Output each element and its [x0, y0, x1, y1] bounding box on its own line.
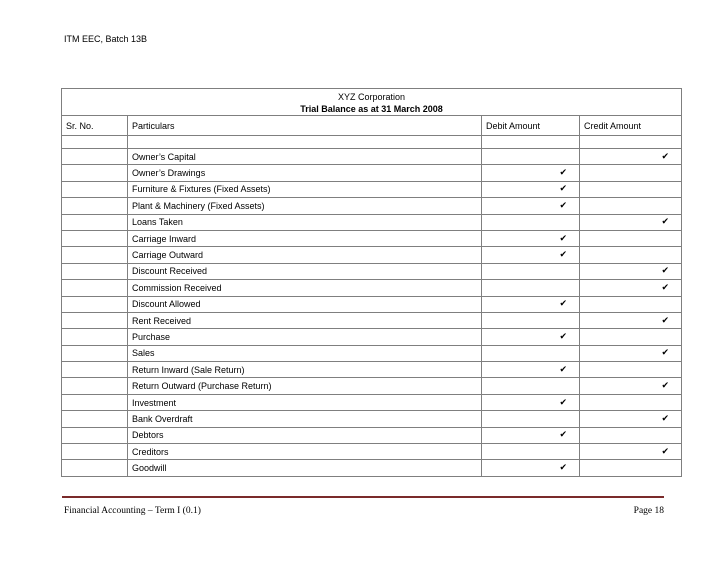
credit-cell — [580, 214, 682, 230]
sr-no-cell — [62, 345, 128, 361]
debit-cell — [482, 214, 580, 230]
table-row — [62, 460, 682, 476]
check-mark-icon: ✔ — [559, 233, 567, 244]
check-mark-icon: ✔ — [559, 430, 567, 441]
particulars-cell: Sales — [128, 345, 482, 361]
check-mark-icon: ✔ — [559, 200, 567, 211]
check-mark-icon: ✔ — [661, 151, 670, 162]
company-name: XYZ Corporation — [338, 91, 406, 102]
table-row — [62, 149, 682, 165]
credit-cell — [580, 362, 682, 378]
sr-no-cell — [62, 296, 128, 312]
debit-cell — [482, 280, 580, 296]
check-mark-icon: ✔ — [661, 348, 670, 359]
sr-no-cell — [62, 427, 128, 443]
table-row — [62, 411, 682, 427]
sr-no-cell — [62, 329, 128, 345]
col-debit: Debit Amount — [482, 116, 580, 136]
debit-cell — [482, 230, 580, 246]
credit-cell — [580, 181, 682, 197]
table-row — [62, 296, 682, 312]
check-mark-icon: ✔ — [661, 381, 670, 392]
blank-row — [62, 136, 682, 149]
sr-no-cell — [62, 165, 128, 181]
check-mark-icon: ✔ — [559, 331, 567, 342]
debit-cell — [482, 312, 580, 328]
col-particulars: Particulars — [128, 116, 482, 136]
particulars-cell: Carriage Inward — [128, 230, 482, 246]
sr-no-cell — [62, 181, 128, 197]
particulars-cell: Owner’s Capital — [128, 149, 482, 165]
particulars-cell: Goodwill — [128, 460, 482, 476]
table-row — [62, 312, 682, 328]
sr-no-cell — [62, 214, 128, 230]
sr-no-cell — [62, 362, 128, 378]
title-row — [62, 89, 682, 116]
check-mark-icon: ✔ — [559, 168, 567, 179]
credit-cell — [580, 378, 682, 394]
credit-cell — [580, 165, 682, 181]
debit-cell — [482, 394, 580, 410]
credit-cell — [580, 198, 682, 214]
table-row — [62, 329, 682, 345]
table-row — [62, 444, 682, 460]
col-credit: Credit Amount — [580, 116, 682, 136]
page-header: ITM EEC, Batch 13B — [64, 34, 148, 44]
check-mark-icon: ✔ — [559, 364, 567, 375]
sr-no-cell — [62, 394, 128, 410]
particulars-cell: Carriage Outward — [128, 247, 482, 263]
credit-cell — [580, 329, 682, 345]
credit-cell — [580, 312, 682, 328]
sr-no-cell — [62, 198, 128, 214]
particulars-cell: Investment — [128, 394, 482, 410]
sr-no-cell — [62, 460, 128, 476]
sr-no-cell — [62, 149, 128, 165]
check-mark-icon: ✔ — [559, 397, 567, 408]
debit-cell — [482, 198, 580, 214]
check-mark-icon: ✔ — [559, 463, 567, 474]
table-row — [62, 230, 682, 246]
sr-no-cell — [62, 247, 128, 263]
credit-cell — [580, 296, 682, 312]
particulars-cell: Discount Received — [128, 263, 482, 279]
credit-cell — [580, 411, 682, 427]
debit-cell — [482, 362, 580, 378]
col-sr-no: Sr. No. — [62, 116, 128, 136]
particulars-cell: Discount Allowed — [128, 296, 482, 312]
check-mark-icon: ✔ — [661, 446, 670, 457]
table-row — [62, 378, 682, 394]
check-mark-icon: ✔ — [661, 217, 670, 228]
title-cell — [62, 89, 682, 116]
particulars-cell: Debtors — [128, 427, 482, 443]
debit-cell — [482, 296, 580, 312]
credit-cell — [580, 444, 682, 460]
sr-no-cell — [62, 444, 128, 460]
credit-cell — [580, 230, 682, 246]
check-mark-icon: ✔ — [559, 184, 567, 195]
debit-cell — [482, 345, 580, 361]
header-row — [62, 116, 682, 136]
particulars-cell: Plant & Machinery (Fixed Assets) — [128, 198, 482, 214]
debit-cell — [482, 411, 580, 427]
particulars-cell: Return Outward (Purchase Return) — [128, 378, 482, 394]
debit-cell — [482, 444, 580, 460]
particulars-cell: Return Inward (Sale Return) — [128, 362, 482, 378]
table-row — [62, 165, 682, 181]
table-row — [62, 263, 682, 279]
check-mark-icon: ✔ — [661, 282, 670, 293]
credit-cell — [580, 460, 682, 476]
particulars-cell: Creditors — [128, 444, 482, 460]
particulars-cell: Rent Received — [128, 312, 482, 328]
credit-cell — [580, 427, 682, 443]
debit-cell — [482, 378, 580, 394]
particulars-cell: Bank Overdraft — [128, 411, 482, 427]
particulars-cell: Purchase — [128, 329, 482, 345]
particulars-cell: Commission Received — [128, 280, 482, 296]
table-row — [62, 280, 682, 296]
particulars-cell: Furniture & Fixtures (Fixed Assets) — [128, 181, 482, 197]
sr-no-cell — [62, 378, 128, 394]
debit-cell — [482, 263, 580, 279]
check-mark-icon: ✔ — [661, 266, 670, 277]
credit-cell — [580, 263, 682, 279]
credit-cell — [580, 394, 682, 410]
particulars-cell: Loans Taken — [128, 214, 482, 230]
document-title: Trial Balance as at 31 March 2008 — [300, 103, 443, 114]
check-mark-icon: ✔ — [559, 299, 567, 310]
debit-cell — [482, 460, 580, 476]
debit-cell — [482, 247, 580, 263]
sr-no-cell — [62, 280, 128, 296]
footer-rule — [62, 496, 664, 498]
credit-cell — [580, 149, 682, 165]
credit-cell — [580, 280, 682, 296]
table-row — [62, 427, 682, 443]
table-row — [62, 214, 682, 230]
debit-cell — [482, 149, 580, 165]
credit-cell — [580, 345, 682, 361]
sr-no-cell — [62, 230, 128, 246]
sr-no-cell — [62, 411, 128, 427]
debit-cell — [482, 427, 580, 443]
debit-cell — [482, 165, 580, 181]
table-row — [62, 394, 682, 410]
sr-no-cell — [62, 263, 128, 279]
check-mark-icon: ✔ — [559, 250, 567, 261]
footer-title: Financial Accounting – Term I (0.1) — [64, 506, 201, 516]
table-row — [62, 181, 682, 197]
table-row — [62, 247, 682, 263]
trial-balance-table — [61, 88, 682, 477]
page-number: Page 18 — [633, 506, 664, 516]
check-mark-icon: ✔ — [661, 315, 670, 326]
debit-cell — [482, 181, 580, 197]
particulars-cell: Owner’s Drawings — [128, 165, 482, 181]
table-row — [62, 198, 682, 214]
table-row — [62, 362, 682, 378]
check-mark-icon: ✔ — [661, 413, 670, 424]
credit-cell — [580, 247, 682, 263]
sr-no-cell — [62, 312, 128, 328]
debit-cell — [482, 329, 580, 345]
table-row — [62, 345, 682, 361]
